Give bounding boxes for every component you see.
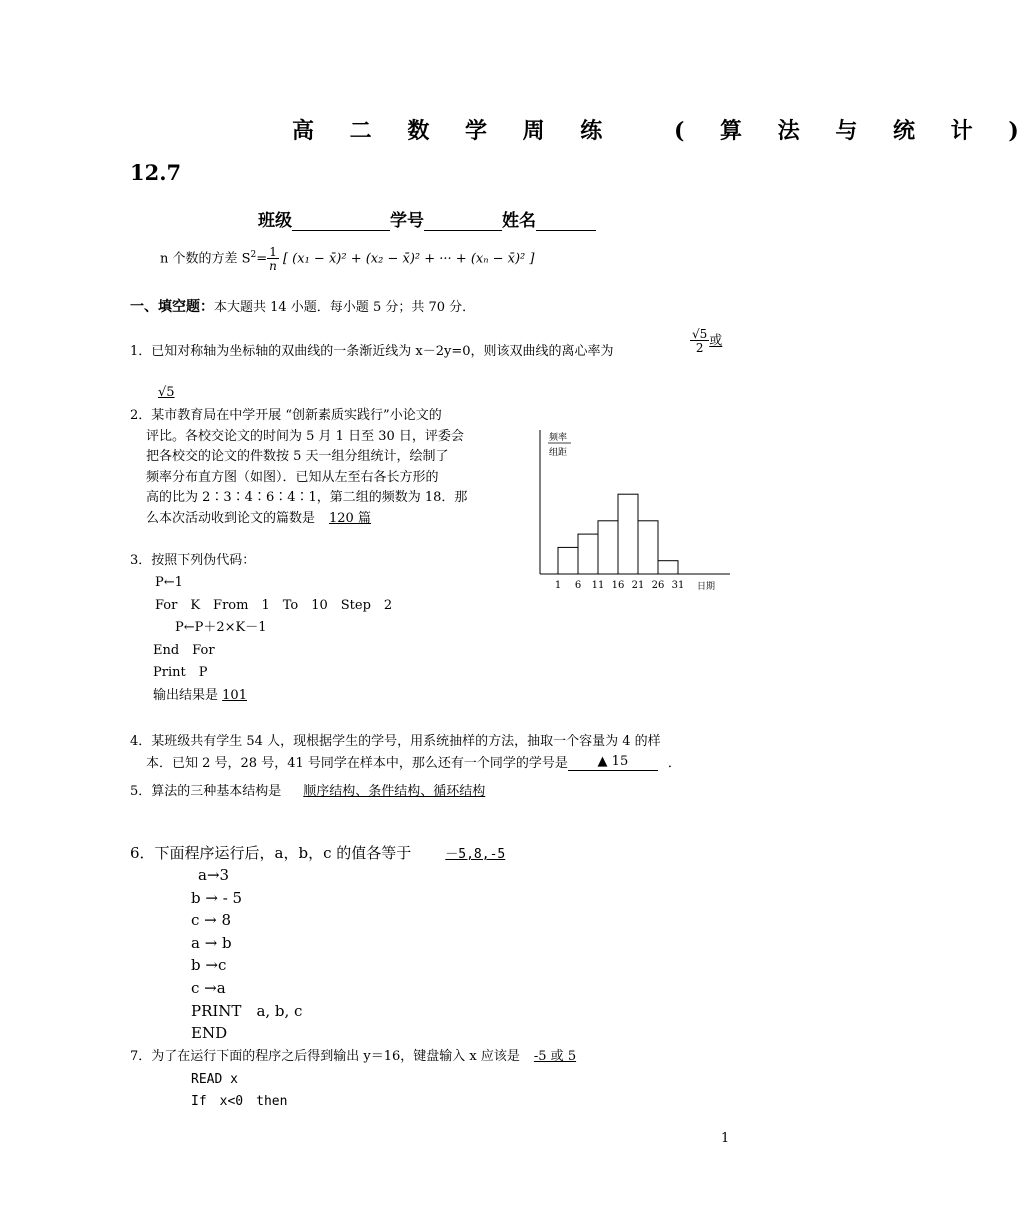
section-label: 一、填空题： bbox=[130, 299, 214, 315]
variance-formula: n 个数的方差 $S^2=$ $\frac{1}{n}$ [ (x₁ − x̄)² + (x₂ − x̄)² + ··· + (xₙ − x̄)² ] bbox=[160, 245, 535, 273]
section-heading bbox=[130, 296, 475, 316]
q1-answer: $\frac{√5}{2}$ 或 bbox=[692, 327, 723, 355]
q5-answer: 顺序结构、条件结构、循环结构 bbox=[303, 784, 486, 799]
q6-code: a→3 b → - 5 c → 8 a → b b →c c →a PRINT a, b, c END bbox=[191, 866, 303, 1043]
question-7: 7．为了在运行下面的程序之后得到输出 y＝16，键盘输入 x 应该是 -5 或 5 bbox=[130, 1049, 577, 1064]
page-date: 12.7 bbox=[130, 160, 182, 185]
y-label-top: 频率 bbox=[549, 433, 568, 443]
question-6: 6．下面程序运行后，a，b，c 的值各等于 －5,8,-5 bbox=[130, 844, 506, 862]
question-3: 3．按照下列伪代码： bbox=[130, 553, 256, 568]
x-tick-label: 31 bbox=[671, 580, 685, 591]
page-title: 高 二 数 学 周 练 ( 算 法 与 统 计 ) bbox=[292, 118, 1033, 144]
question-2: 2．某市教育局在中学开展 “创新素质实践行”小论文的 评比。各校交论文的时间为 5 月 1 日至 30 日，评委会 把各校交的论文的件数按 5 天一组分组统计，绘制了 频率分布直方图（如图）．已知从左至右各长方形的 高的比为 2∶3∶4∶6∶4∶1，第二组的频数为 18．那 么本次活动收到论文的篇数是 120 篇 bbox=[130, 408, 468, 526]
section-desc: 本大题共 14 小题．每小题 5 分；共 70 分． bbox=[214, 300, 476, 315]
name-blank bbox=[536, 212, 596, 231]
question-5: 5．算法的三种基本结构是 顺序结构、条件结构、循环结构 bbox=[130, 784, 486, 799]
q1-answer-2: √5 bbox=[158, 385, 175, 400]
question-4-line1: 4．某班级共有学生 54 人，现根据学生的学号，用系统抽样的方法，抽取一个容量为 4 的样 bbox=[130, 734, 661, 749]
number-blank bbox=[424, 212, 502, 231]
histogram-bar bbox=[598, 521, 618, 574]
x-tick-label: 26 bbox=[651, 580, 665, 591]
histogram-bar bbox=[558, 547, 578, 574]
q3-answer: 101 bbox=[222, 687, 247, 703]
x-tick-label: 21 bbox=[631, 580, 645, 591]
formula-fraction: $\frac{1}{n}$ bbox=[269, 245, 277, 273]
q7-code: READ x If x<0 then bbox=[191, 1072, 288, 1109]
question-1: 1．已知对称轴为坐标轴的双曲线的一条渐近线为 x－2y=0，则该双曲线的离心率为 bbox=[130, 344, 614, 359]
name-label: 姓名 bbox=[502, 211, 536, 231]
x-axis-label: 日期 bbox=[697, 582, 716, 592]
class-blank bbox=[292, 212, 390, 231]
histogram-bar bbox=[618, 494, 638, 574]
x-tick-label: 16 bbox=[611, 580, 625, 591]
y-label-bottom: 组距 bbox=[549, 448, 568, 458]
x-tick-label: 11 bbox=[591, 580, 605, 591]
q3-code: P←1 For K From 1 To 10 Step 2 P←P＋2×K－1 End For Print P 输出结果是 101 bbox=[153, 575, 393, 703]
histogram-bar bbox=[638, 521, 658, 574]
class-label: 班级 bbox=[258, 211, 292, 231]
frequency-histogram bbox=[525, 422, 740, 594]
q4-answer: ▲ 15 bbox=[568, 753, 658, 771]
number-label: 学号 bbox=[390, 211, 424, 231]
histogram-bar bbox=[578, 534, 598, 574]
q2-answer: 120 篇 bbox=[329, 510, 371, 526]
page-number: 1 bbox=[721, 1131, 730, 1146]
question-4-line2: 本．已知 2 号，28 号，41 号同学在样本中，那么还有一个同学的学号是 ▲ 15 ． bbox=[146, 754, 681, 771]
q7-answer: -5 或 5 bbox=[533, 1049, 577, 1064]
x-tick-label: 6 bbox=[574, 580, 582, 591]
histogram-bar bbox=[658, 561, 678, 574]
q6-answer: －5,8,-5 bbox=[445, 847, 506, 862]
x-tick-label: 1 bbox=[554, 580, 562, 591]
student-info-line bbox=[258, 206, 596, 231]
